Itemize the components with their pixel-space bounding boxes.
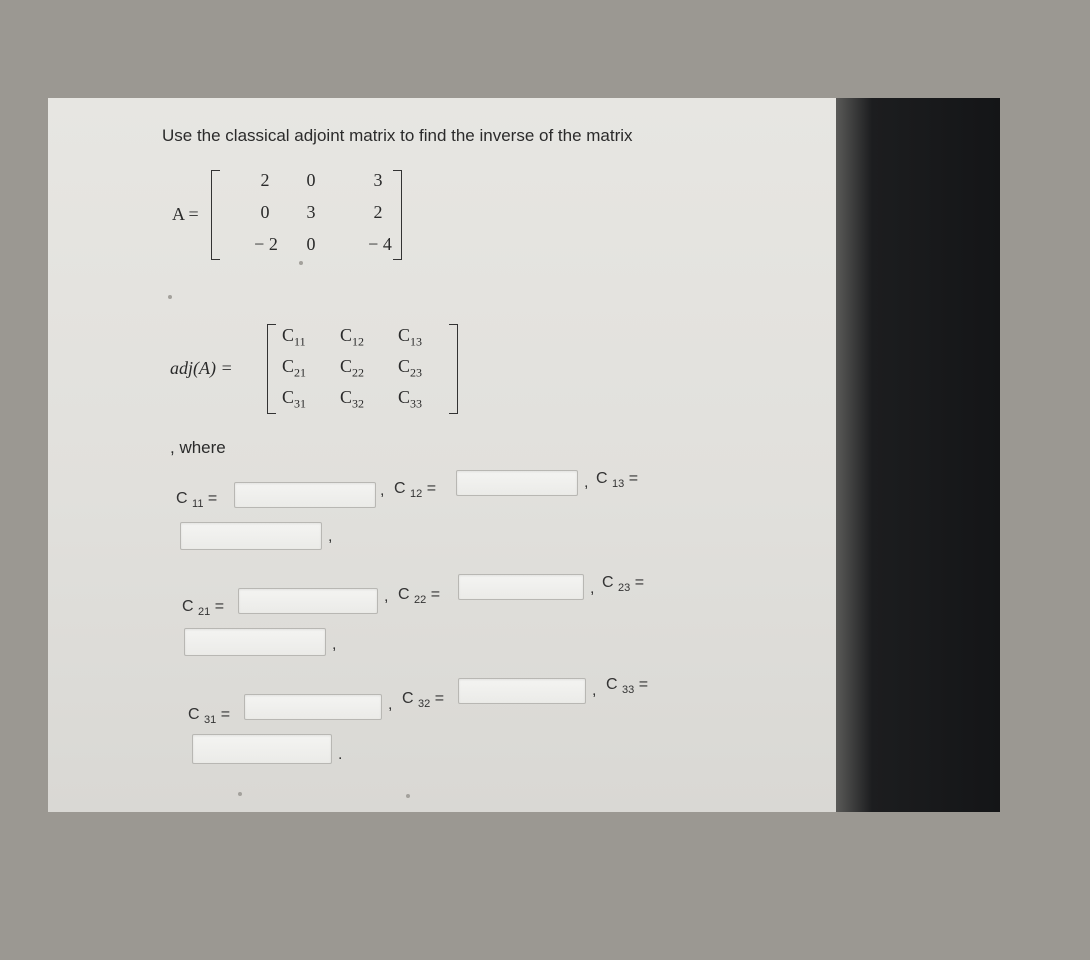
comma: , (592, 682, 597, 699)
period: . (338, 746, 343, 763)
adjoint-label: adj(A) = (170, 358, 233, 378)
adjoint-entry: $C_{22}$ (340, 356, 365, 380)
adjoint-entry: $C_{12}$ (340, 325, 365, 349)
screen-speck (299, 261, 303, 265)
c12-input[interactable] (456, 470, 578, 496)
comma: , (328, 528, 333, 545)
c21-continuation-input[interactable] (184, 628, 326, 656)
matrix-a-cell: 3 (373, 170, 383, 190)
adjoint-entry: $C_{23}$ (398, 356, 423, 380)
comma: , (584, 474, 589, 491)
screen-speck (406, 794, 410, 798)
comma: , (590, 580, 595, 597)
c22-label: C $_{22}$ = (398, 586, 441, 607)
c31-label: C $_{31}$ = (188, 706, 231, 727)
c31-input[interactable] (244, 694, 382, 720)
comma: , (332, 636, 337, 653)
matrix-a-cell: 2 (260, 170, 270, 190)
matrix-a-cell: 3 (306, 202, 316, 222)
c22-input[interactable] (458, 574, 584, 600)
dark-background-edge (836, 98, 1000, 812)
matrix-a-cell: − 2 (254, 234, 278, 254)
matrix-a-cell: 0 (306, 234, 316, 254)
c13-label: C $_{13}$ = (596, 470, 639, 491)
matrix-a-cell: 0 (260, 202, 270, 222)
adjoint-entry: $C_{13}$ (398, 325, 423, 349)
matrix-a-cell: 0 (306, 170, 316, 190)
question-panel (48, 98, 837, 812)
c32-label: C $_{32}$ = (402, 690, 445, 711)
c11-input[interactable] (234, 482, 376, 508)
where-text: , where (170, 438, 226, 457)
comma: , (384, 588, 389, 605)
c31-continuation-input[interactable] (192, 734, 332, 764)
question-text: Use the classical adjoint matrix to find the inverse of the matrix (162, 126, 633, 145)
c33-label: C $_{33}$ = (606, 676, 649, 697)
c12-label: C $_{12}$ = (394, 480, 437, 501)
screen-photo (48, 98, 1000, 812)
adjoint-entry: $C_{31}$ (282, 387, 307, 411)
screen-speck (238, 792, 242, 796)
c21-input[interactable] (238, 588, 378, 614)
adjoint-entry: $C_{32}$ (340, 387, 365, 411)
adjoint-entry: $C_{33}$ (398, 387, 423, 411)
screen-speck (168, 295, 172, 299)
comma: , (380, 482, 385, 499)
matrix-a-cell: 2 (373, 202, 383, 222)
c32-input[interactable] (458, 678, 586, 704)
matrix-a-label: A = (172, 204, 199, 224)
adjoint-right-bracket (449, 324, 458, 414)
adjoint-left-bracket (267, 324, 276, 414)
adjoint-entry: $C_{11}$ (282, 325, 306, 349)
matrix-a-left-bracket (211, 170, 220, 260)
matrix-a-cell: − 4 (368, 234, 392, 254)
c11-continuation-input[interactable] (180, 522, 322, 550)
adjoint-entry: $C_{21}$ (282, 356, 307, 380)
c23-label: C $_{23}$ = (602, 574, 645, 595)
comma: , (388, 696, 393, 713)
c11-label: C $_{11}$ = (176, 490, 218, 511)
c21-label: C $_{21}$ = (182, 598, 225, 619)
